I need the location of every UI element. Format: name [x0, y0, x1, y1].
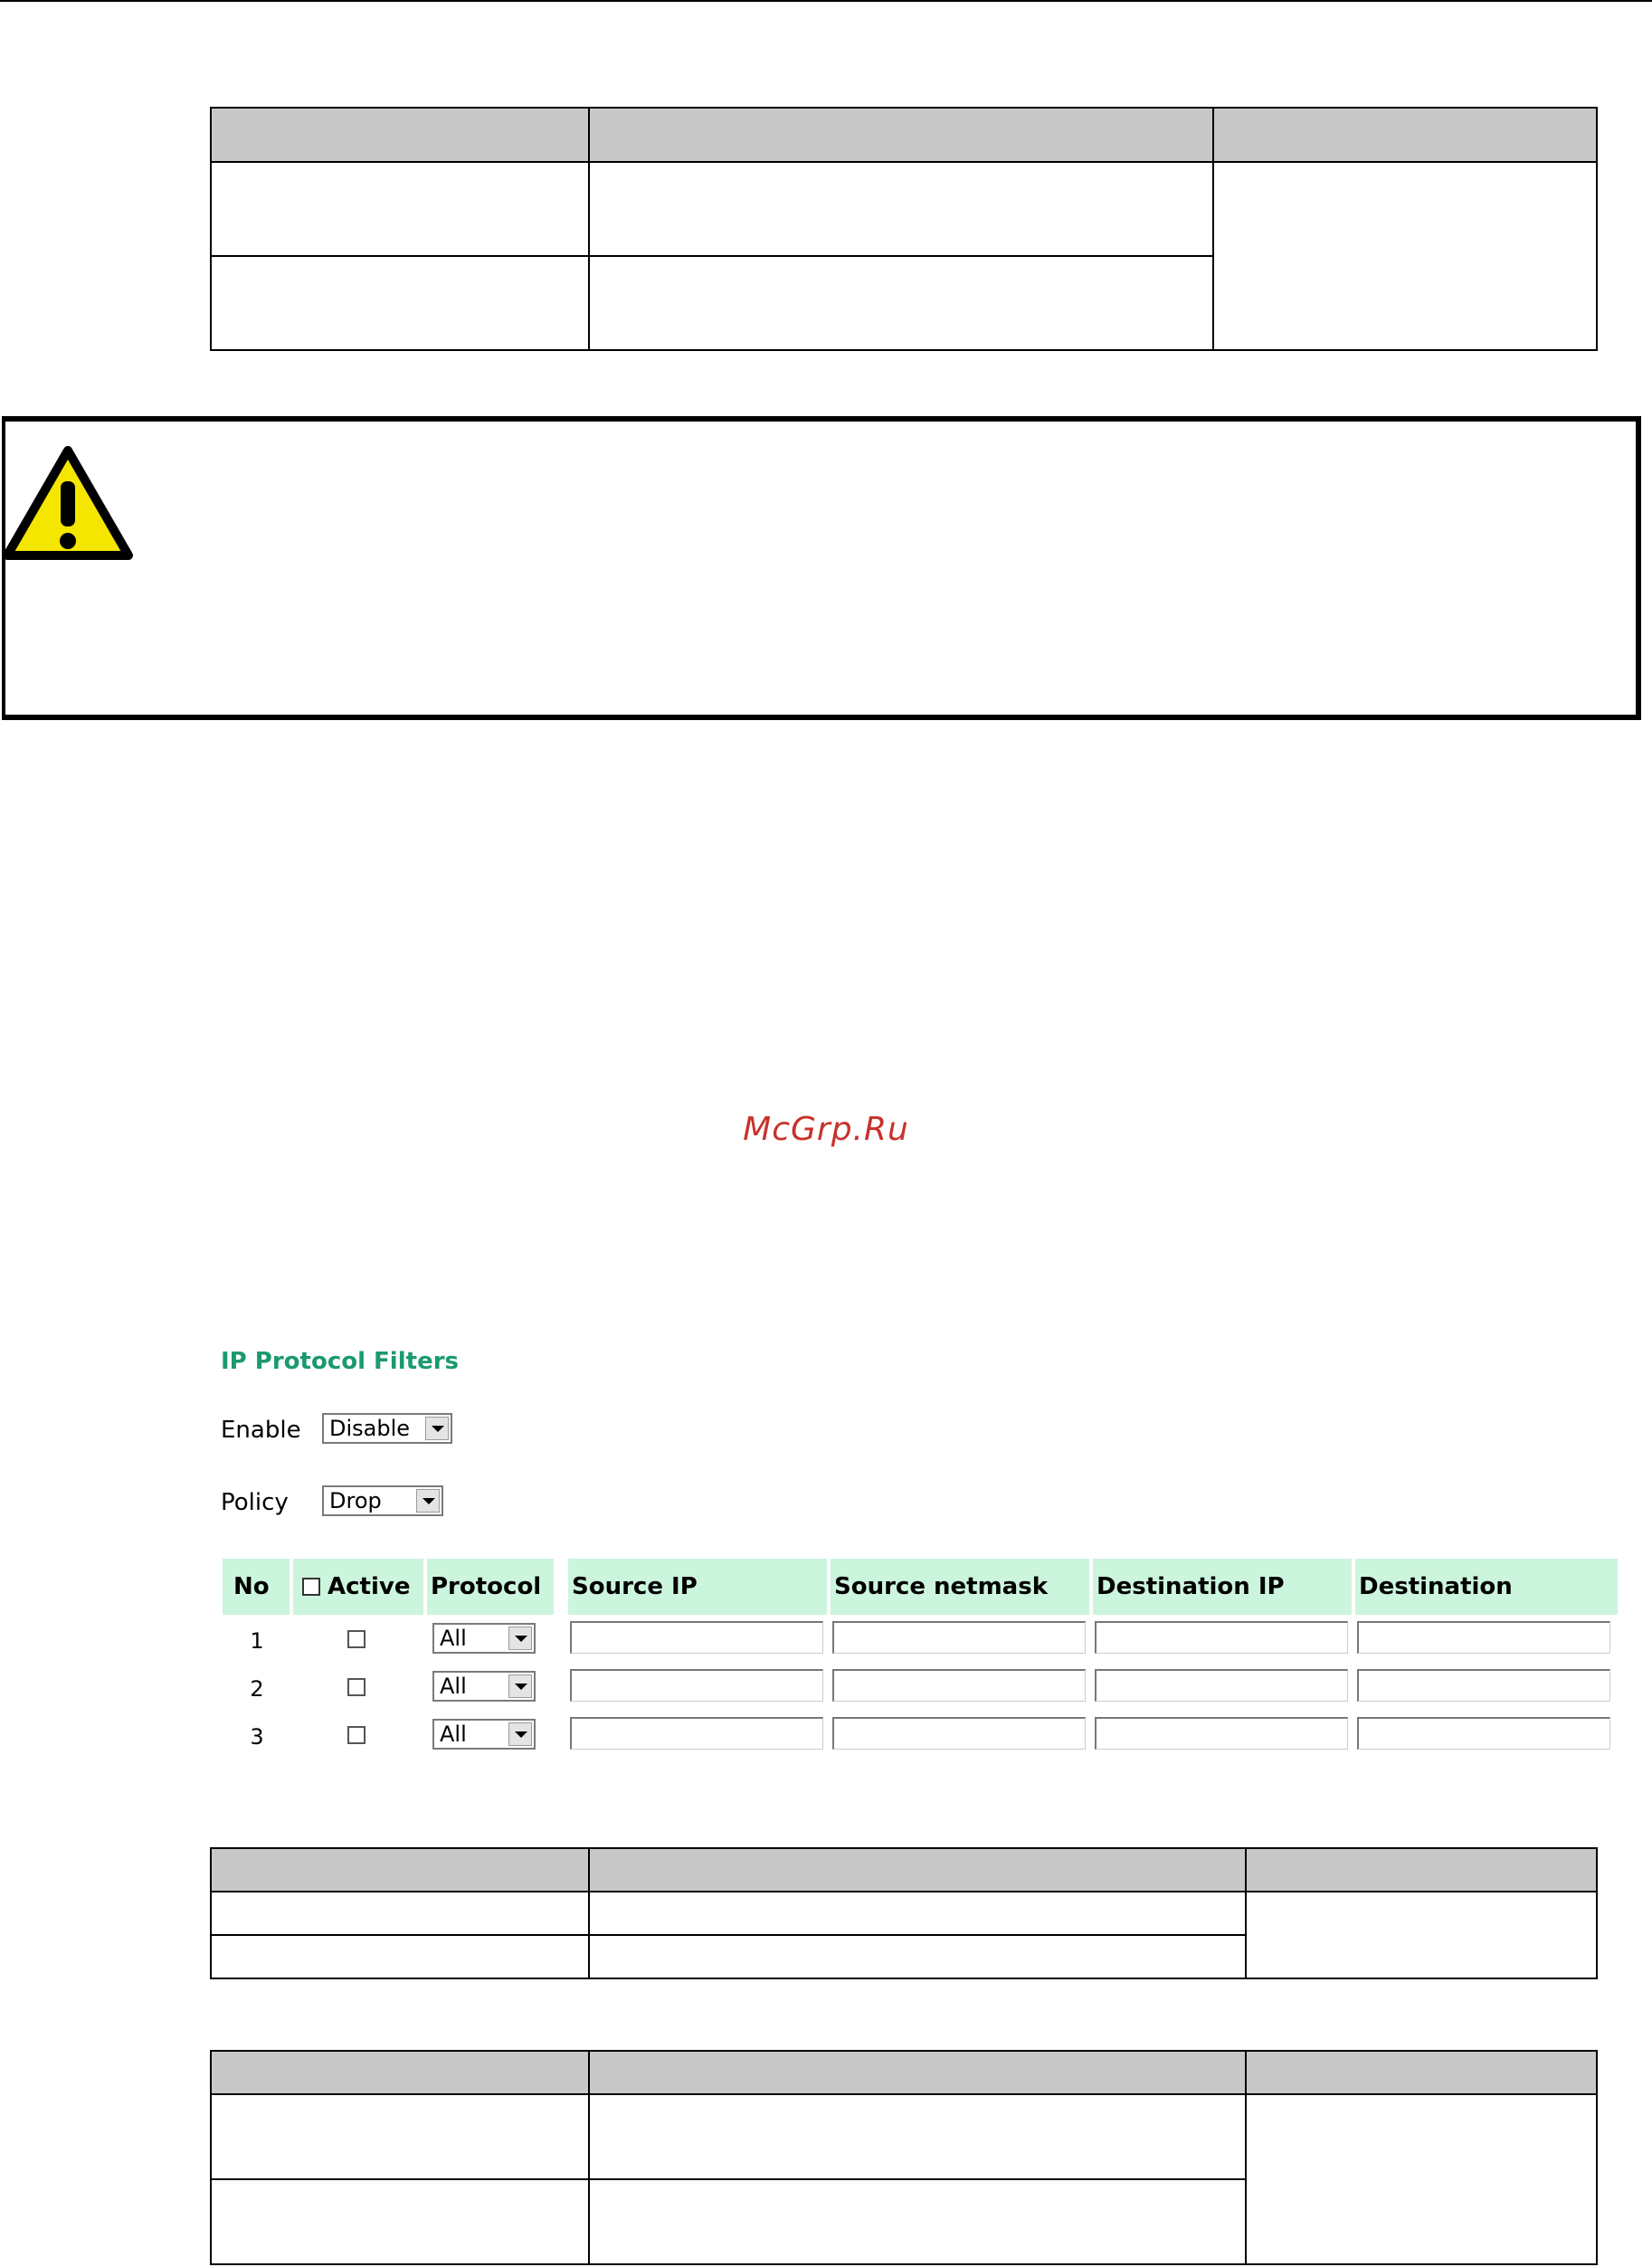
destination-ip-input[interactable] [1095, 1621, 1348, 1654]
table-header-cell [211, 108, 589, 162]
watermark: McGrp.Ru [743, 1111, 909, 1148]
destination-ip-input[interactable] [1095, 1717, 1348, 1750]
table-header-cell [211, 2051, 589, 2094]
row-protocol-select[interactable] [432, 1623, 536, 1654]
row-protocol-value: All [440, 1722, 467, 1747]
table-header-cell [211, 1848, 589, 1892]
column-header-destination-netmask: Destination [1355, 1559, 1618, 1615]
table-cell [589, 1892, 1246, 1935]
warning-box [2, 416, 1641, 720]
chevron-down-icon [508, 1674, 532, 1698]
source-ip-input[interactable] [570, 1669, 823, 1702]
table-cell [1246, 1892, 1597, 1978]
column-header-source-ip: Source IP [568, 1559, 827, 1615]
settings-table-1 [210, 107, 1598, 351]
chevron-down-icon [508, 1722, 532, 1746]
enable-select-value: Disable [329, 1416, 411, 1441]
row-active-checkbox[interactable] [347, 1726, 366, 1744]
row-protocol-value: All [440, 1674, 467, 1699]
column-header-protocol: Protocol [427, 1559, 554, 1615]
enable-select[interactable] [322, 1413, 452, 1444]
destination-netmask-input[interactable] [1357, 1717, 1610, 1750]
row-protocol-select[interactable] [432, 1671, 536, 1702]
source-netmask-input[interactable] [832, 1621, 1086, 1654]
settings-table-2 [210, 1847, 1598, 1979]
column-header-active-label: Active [328, 1573, 411, 1600]
column-header-destination-ip: Destination IP [1093, 1559, 1352, 1615]
row-active-checkbox[interactable] [347, 1630, 366, 1648]
table-cell [1246, 2094, 1597, 2264]
column-header-active [293, 1559, 423, 1615]
table-cell [211, 256, 589, 350]
panel-title: IP Protocol Filters [221, 1348, 459, 1375]
policy-label: Policy [221, 1489, 289, 1516]
warning-triangle-icon [2, 445, 134, 563]
row-number: 3 [250, 1724, 264, 1750]
chevron-down-icon [425, 1417, 449, 1440]
table-header-cell [589, 1848, 1246, 1892]
source-netmask-input[interactable] [832, 1717, 1086, 1750]
row-protocol-value: All [440, 1626, 467, 1651]
destination-ip-input[interactable] [1095, 1669, 1348, 1702]
table-header-cell [589, 2051, 1246, 2094]
policy-select[interactable] [322, 1485, 443, 1516]
table-header-cell [589, 108, 1213, 162]
source-ip-input[interactable] [570, 1621, 823, 1654]
table-cell [589, 162, 1213, 256]
source-netmask-input[interactable] [832, 1669, 1086, 1702]
table-header-cell [1246, 1848, 1597, 1892]
policy-select-value: Drop [329, 1488, 382, 1513]
table-header-cell [1246, 2051, 1597, 2094]
row-number: 1 [250, 1628, 264, 1654]
select-all-checkbox[interactable] [302, 1578, 320, 1596]
table-cell [1213, 162, 1597, 350]
column-header-source-netmask: Source netmask [831, 1559, 1089, 1615]
table-cell [211, 162, 589, 256]
table-cell [211, 2094, 589, 2179]
enable-label: Enable [221, 1417, 301, 1444]
table-cell [211, 1935, 589, 1978]
top-rule [0, 0, 1652, 2]
table-cell [211, 1892, 589, 1935]
table-cell [589, 2094, 1246, 2179]
destination-netmask-input[interactable] [1357, 1621, 1610, 1654]
ip-protocol-filters-panel [208, 1330, 1619, 1764]
table-cell [589, 2179, 1246, 2264]
settings-table-3 [210, 2050, 1598, 2265]
table-header-cell [1213, 108, 1597, 162]
destination-netmask-input[interactable] [1357, 1669, 1610, 1702]
column-header-no: No [223, 1559, 290, 1615]
source-ip-input[interactable] [570, 1717, 823, 1750]
table-cell [589, 1935, 1246, 1978]
chevron-down-icon [416, 1489, 440, 1513]
chevron-down-icon [508, 1627, 532, 1650]
table-cell [589, 256, 1213, 350]
row-protocol-select[interactable] [432, 1719, 536, 1750]
table-cell [211, 2179, 589, 2264]
row-active-checkbox[interactable] [347, 1678, 366, 1696]
row-number: 2 [250, 1676, 264, 1702]
